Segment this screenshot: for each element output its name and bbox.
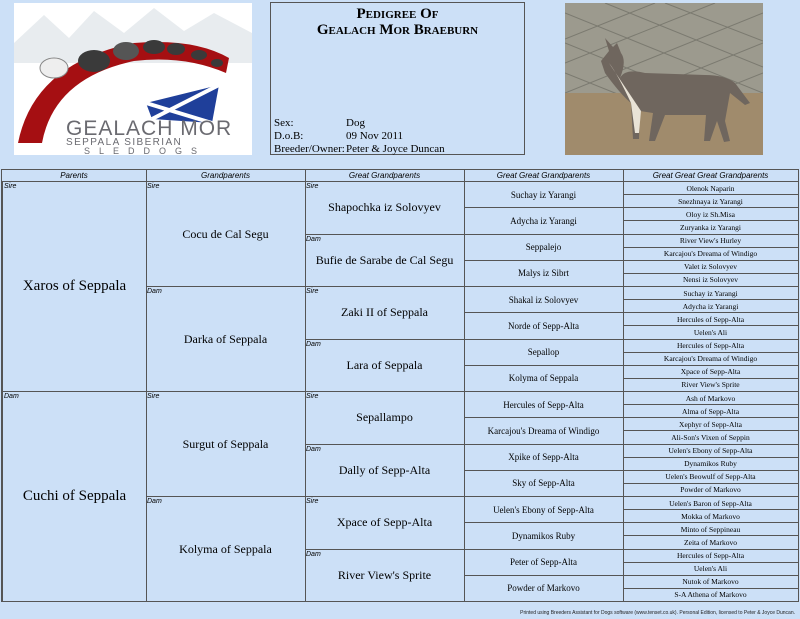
ancestor-name: Xpace of Sepp-Alta bbox=[336, 515, 433, 530]
ancestor-name: Zuryanka iz Yarangi bbox=[679, 222, 742, 232]
header-gen5: Great Great Great Grandparents bbox=[652, 171, 769, 180]
ancestor-name: Xpace of Sepp-Alta bbox=[680, 367, 741, 377]
dam-label: Dam bbox=[147, 498, 162, 505]
ancestor-gen5 bbox=[623, 509, 798, 522]
ancestor-name: Ash of Markovo bbox=[685, 393, 736, 403]
ancestor-gen5 bbox=[623, 312, 798, 325]
ancestor-gen5 bbox=[623, 286, 798, 299]
ancestor-name: Karcajou's Dreama of Windigo bbox=[663, 354, 758, 364]
ancestor-gen5 bbox=[623, 417, 798, 430]
ancestor-gen2 bbox=[146, 496, 305, 601]
ancestor-name: Powder of Markovo bbox=[507, 583, 580, 594]
pedigree-title-box bbox=[270, 2, 525, 155]
ancestor-name: Hercules of Sepp-Alta bbox=[676, 551, 745, 561]
ancestor-name: Suchay iz Yarangi bbox=[683, 288, 738, 298]
ancestor-gen5 bbox=[623, 483, 798, 496]
ancestor-gen3 bbox=[305, 391, 464, 444]
dog-name-title: Gealach Mor Braeburn bbox=[316, 22, 479, 38]
ancestor-gen5 bbox=[623, 549, 798, 562]
ancestor-name: Dynamikos Ruby bbox=[684, 459, 737, 469]
ancestor-gen5 bbox=[623, 260, 798, 273]
ancestor-name: Nutok of Markovo bbox=[682, 577, 739, 587]
ancestor-gen4 bbox=[464, 444, 623, 470]
ancestor-name: Xaros of Seppala bbox=[22, 278, 127, 294]
ancestor-gen1 bbox=[2, 181, 146, 391]
breeder-label: Breeder/Owner: bbox=[274, 143, 345, 155]
ancestor-name: Hercules of Sepp-Alta bbox=[503, 399, 584, 410]
ancestor-name: Oloy iz Sh.Misa bbox=[686, 209, 735, 219]
ancestor-name: Kolyma of Seppala bbox=[508, 373, 579, 384]
ancestor-name: Xpike of Sepp-Alta bbox=[508, 452, 579, 463]
ancestor-gen4 bbox=[464, 549, 623, 575]
ancestor-name: Zeita of Markovo bbox=[684, 537, 737, 547]
ancestor-gen5 bbox=[623, 194, 798, 207]
ancestor-name: Karcajou's Dreama of Windigo bbox=[487, 425, 600, 436]
ancestor-name: Shakal iz Solovyev bbox=[508, 294, 579, 305]
ancestor-name: Dally of Sepp-Alta bbox=[338, 462, 431, 477]
footer-note: Printed using Breeders Assistant for Dogs software (www.tenset.co.uk). Personal Edition, licensed to Peter & Joyce Duncan. bbox=[520, 610, 795, 616]
ancestor-gen3 bbox=[305, 286, 464, 339]
ancestor-name: Shapochka iz Solovyev bbox=[328, 200, 441, 215]
ancestor-gen4 bbox=[464, 575, 623, 601]
ancestor-gen5 bbox=[623, 470, 798, 483]
ancestor-gen3 bbox=[305, 339, 464, 392]
sire-label: Sire bbox=[306, 183, 319, 190]
kennel-logo bbox=[14, 3, 252, 155]
logo-text-line1: GEALACH MOR bbox=[66, 117, 233, 140]
ancestor-name: Hercules of Sepp-Alta bbox=[676, 341, 745, 351]
ancestor-gen5 bbox=[623, 234, 798, 247]
ancestor-name: Dynamikos Ruby bbox=[511, 530, 576, 541]
ancestor-gen5 bbox=[623, 535, 798, 548]
ancestor-name: Surgut of Seppala bbox=[182, 436, 269, 451]
ancestor-name: Karcajou's Dreama of Windigo bbox=[663, 249, 758, 259]
pedigree-table bbox=[1, 169, 799, 602]
ancestor-name: Hercules of Sepp-Alta bbox=[676, 314, 745, 324]
header-gen3: Great Grandparents bbox=[348, 171, 421, 180]
ancestor-gen4 bbox=[464, 286, 623, 312]
ancestor-name: Sky of Sepp-Alta bbox=[512, 478, 575, 489]
ancestor-gen5 bbox=[623, 220, 798, 233]
dam-label: Dam bbox=[4, 393, 19, 400]
ancestor-gen4 bbox=[464, 470, 623, 496]
ancestor-gen4 bbox=[464, 522, 623, 548]
dam-label: Dam bbox=[147, 288, 162, 295]
dam-label: Dam bbox=[306, 445, 321, 453]
ancestor-gen3 bbox=[305, 181, 464, 234]
ancestor-gen4 bbox=[464, 391, 623, 417]
sire-label: Sire bbox=[306, 393, 319, 400]
ancestor-name: Alma of Sepp-Alta bbox=[681, 406, 740, 416]
ancestor-gen5 bbox=[623, 299, 798, 312]
ancestor-name: Adycha iz Yarangi bbox=[510, 215, 577, 226]
ancestor-gen1 bbox=[2, 391, 146, 601]
ancestor-name: River View's Sprite bbox=[337, 567, 432, 582]
ancestor-name: Uelen's Baron of Sepp-Alta bbox=[669, 498, 752, 508]
sire-label: Sire bbox=[306, 498, 319, 505]
sire-label: Sire bbox=[4, 183, 17, 190]
ancestor-gen4 bbox=[464, 496, 623, 522]
ancestor-gen5 bbox=[623, 391, 798, 404]
ancestor-gen5 bbox=[623, 207, 798, 220]
sex-label: Sex: bbox=[274, 117, 294, 129]
sire-label: Sire bbox=[306, 288, 319, 295]
ancestor-name: Bufie de Sarabe de Cal Segu bbox=[315, 252, 454, 267]
ancestor-name: Minto of Seppineau bbox=[680, 524, 741, 534]
page-title: Pedigree Of bbox=[356, 6, 439, 22]
ancestor-name: Snezhnaya iz Yarangi bbox=[678, 196, 743, 206]
ancestor-gen2 bbox=[146, 181, 305, 286]
ancestor-gen4 bbox=[464, 417, 623, 443]
ancestor-name: Uelen's Beowulf of Sepp-Alta bbox=[665, 472, 756, 482]
ancestor-gen4 bbox=[464, 234, 623, 260]
ancestor-name: Sepallop bbox=[527, 347, 560, 358]
ancestor-name: Lara of Seppala bbox=[346, 357, 423, 372]
ancestor-gen3 bbox=[305, 549, 464, 602]
ancestor-gen3 bbox=[305, 496, 464, 549]
ancestor-name: Suchay iz Yarangi bbox=[510, 189, 577, 200]
ancestor-gen5 bbox=[623, 339, 798, 352]
ancestor-name: River View's Hurley bbox=[679, 236, 742, 246]
ancestor-gen3 bbox=[305, 444, 464, 497]
ancestor-gen5 bbox=[623, 496, 798, 509]
header-gen1: Parents bbox=[60, 171, 88, 180]
dam-label: Dam bbox=[306, 235, 321, 243]
ancestor-gen5 bbox=[623, 588, 798, 601]
ancestor-name: Olenok Naparin bbox=[686, 183, 735, 193]
ancestor-name: Malys iz Sibrt bbox=[518, 268, 569, 279]
ancestor-name: Uelen's Ebony of Sepp-Alta bbox=[493, 504, 594, 515]
ancestor-name: Norde of Sepp-Alta bbox=[508, 320, 579, 331]
ancestor-gen5 bbox=[623, 522, 798, 535]
ancestor-gen5 bbox=[623, 325, 798, 338]
ancestor-name: Cuchi of Seppala bbox=[22, 488, 127, 504]
ancestor-gen5 bbox=[623, 247, 798, 260]
dog-photo-graphic bbox=[565, 3, 763, 155]
dam-label: Dam bbox=[306, 550, 321, 558]
dam-label: Dam bbox=[306, 340, 321, 348]
ancestor-gen4 bbox=[464, 260, 623, 286]
ancestor-gen5 bbox=[623, 181, 798, 194]
ancestor-name: Uelen's Ali bbox=[693, 327, 728, 337]
header-gen2: Grandparents bbox=[201, 171, 250, 180]
ancestor-gen5 bbox=[623, 444, 798, 457]
ancestor-name: Nensi iz Solovyev bbox=[683, 275, 738, 285]
ancestor-gen5 bbox=[623, 404, 798, 417]
sire-label: Sire bbox=[147, 183, 160, 190]
ancestor-gen4 bbox=[464, 339, 623, 365]
ancestor-gen4 bbox=[464, 365, 623, 391]
ancestor-name: Powder of Markovo bbox=[680, 485, 741, 495]
ancestor-name: Uelen's Ebony of Sepp-Alta bbox=[668, 446, 753, 456]
ancestor-name: Darka of Seppala bbox=[183, 331, 268, 346]
ancestor-name: S-A Athena of Markovo bbox=[674, 590, 747, 600]
ancestor-gen5 bbox=[623, 365, 798, 378]
ancestor-name: Sepallampo bbox=[356, 410, 413, 425]
ancestor-gen5 bbox=[623, 352, 798, 365]
ancestor-gen4 bbox=[464, 312, 623, 338]
dob-value: 09 Nov 2011 bbox=[346, 130, 404, 142]
dob-label: D.o.B: bbox=[274, 130, 304, 142]
ancestor-name: Ali-Son's Vixen of Seppin bbox=[671, 432, 750, 442]
sire-label: Sire bbox=[147, 393, 160, 400]
ancestor-gen5 bbox=[623, 378, 798, 391]
logo-text-line3: SLEDDOGS bbox=[84, 146, 207, 155]
ancestor-name: Valet iz Solovyev bbox=[684, 262, 737, 272]
ancestor-gen2 bbox=[146, 391, 305, 496]
ancestor-name: Uelen's Ali bbox=[693, 564, 728, 574]
ancestor-gen4 bbox=[464, 181, 623, 207]
ancestor-gen5 bbox=[623, 457, 798, 470]
ancestor-name: Mokka of Markovo bbox=[681, 511, 740, 521]
ancestor-name: Xephyr of Sepp-Alta bbox=[679, 419, 742, 429]
ancestor-name: Cocu de Cal Segu bbox=[182, 226, 269, 241]
dog-photo bbox=[565, 3, 763, 155]
ancestor-gen5 bbox=[623, 430, 798, 443]
ancestor-gen3 bbox=[305, 234, 464, 287]
ancestor-gen4 bbox=[464, 207, 623, 233]
ancestor-name: Peter of Sepp-Alta bbox=[510, 557, 577, 568]
ancestor-name: Zaki II of Seppala bbox=[341, 305, 428, 320]
ancestor-name: Kolyma of Seppala bbox=[179, 541, 272, 556]
ancestor-name: River View's Sprite bbox=[681, 380, 740, 390]
ancestor-gen5 bbox=[623, 575, 798, 588]
header-gen4: Great Great Grandparents bbox=[496, 171, 591, 180]
ancestor-gen2 bbox=[146, 286, 305, 391]
ancestor-gen5 bbox=[623, 273, 798, 286]
ancestor-name: Seppalejo bbox=[525, 242, 562, 253]
ancestor-name: Adycha iz Yarangi bbox=[682, 301, 739, 311]
ancestor-gen5 bbox=[623, 562, 798, 575]
sex-value: Dog bbox=[346, 117, 365, 129]
logo-text-line2: SEPPALA SIBERIAN bbox=[66, 137, 183, 148]
breeder-value: Peter & Joyce Duncan bbox=[346, 143, 445, 155]
